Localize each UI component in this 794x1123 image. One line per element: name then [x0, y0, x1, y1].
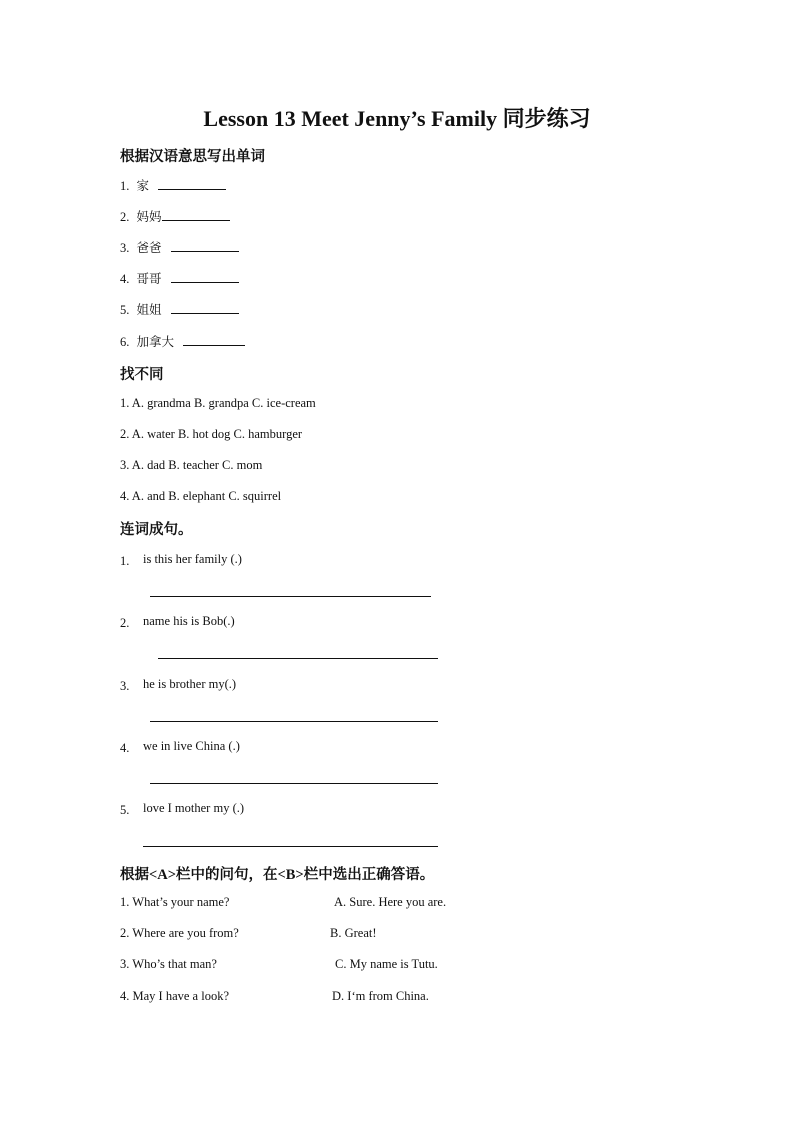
item-number: 4.	[120, 272, 130, 286]
answer-option: C. My name is Tutu.	[335, 957, 438, 971]
chinese-word: 姐姐	[136, 303, 162, 317]
section-heading-translate: 根据汉语意思写出单词	[120, 149, 265, 165]
question-item: 3. Who’s that man?	[120, 957, 217, 971]
item-number: 4.	[120, 741, 130, 755]
answer-blank[interactable]	[171, 300, 239, 314]
answer-line[interactable]	[158, 658, 438, 659]
item-number: 1.	[120, 554, 130, 568]
translate-item	[120, 269, 239, 287]
chinese-word: 妈妈	[136, 210, 162, 224]
answer-line[interactable]	[150, 596, 431, 597]
translate-item	[120, 176, 226, 194]
translate-item	[120, 238, 239, 256]
item-number: 2.	[120, 210, 130, 224]
answer-blank[interactable]	[162, 207, 230, 221]
item-number: 2.	[120, 616, 130, 630]
translate-item	[120, 332, 245, 350]
chinese-word: 加拿大	[136, 335, 175, 349]
odd-one-out-item: 4. A. and B. elephant C. squirrel	[120, 489, 282, 503]
question-item: 4. May I have a look?	[120, 989, 229, 1003]
odd-one-out-item: 3. A. dad B. teacher C. mom	[120, 458, 263, 472]
item-number: 6.	[120, 335, 130, 349]
scrambled-sentence: we in live China (.)	[143, 739, 240, 753]
answer-line[interactable]	[143, 846, 438, 847]
scrambled-sentence: love I mother my (.)	[143, 801, 245, 815]
scrambled-sentence: is this her family (.)	[143, 552, 242, 566]
answer-option: A. Sure. Here you are.	[334, 895, 447, 909]
answer-blank[interactable]	[158, 176, 226, 190]
chinese-word: 爸爸	[136, 241, 162, 255]
item-number: 3.	[120, 679, 130, 693]
scrambled-sentence: he is brother my(.)	[143, 677, 237, 691]
section-heading-odd-one-out: 找不同	[120, 367, 164, 383]
question-item: 2. Where are you from?	[120, 926, 239, 940]
odd-one-out-item: 1. A. grandma B. grandpa C. ice-cream	[120, 396, 316, 410]
question-item: 1. What’s your name?	[120, 895, 230, 909]
answer-option: D. I‘m from China.	[332, 989, 429, 1003]
item-number: 1.	[120, 179, 130, 193]
odd-one-out-item: 2. A. water B. hot dog C. hamburger	[120, 427, 303, 441]
translate-item	[120, 300, 239, 318]
answer-blank[interactable]	[183, 332, 245, 346]
answer-option: B. Great!	[330, 926, 377, 940]
section-heading-matching: 根据<A>栏中的问句，在<B>栏中选出正确答语。	[120, 867, 435, 883]
chinese-word: 哥哥	[136, 272, 162, 286]
chinese-word: 家	[136, 179, 150, 193]
item-number: 5.	[120, 303, 130, 317]
answer-blank[interactable]	[171, 269, 239, 283]
translate-item	[120, 207, 230, 225]
answer-line[interactable]	[150, 721, 438, 722]
section-heading-reorder: 连词成句。	[120, 522, 193, 538]
answer-blank[interactable]	[171, 238, 239, 252]
page-title: Lesson 13 Meet Jenny’s Family 同步练习	[203, 106, 591, 131]
item-number: 3.	[120, 241, 130, 255]
answer-line[interactable]	[150, 783, 438, 784]
scrambled-sentence: name his is Bob(.)	[143, 614, 235, 628]
item-number: 5.	[120, 803, 130, 817]
